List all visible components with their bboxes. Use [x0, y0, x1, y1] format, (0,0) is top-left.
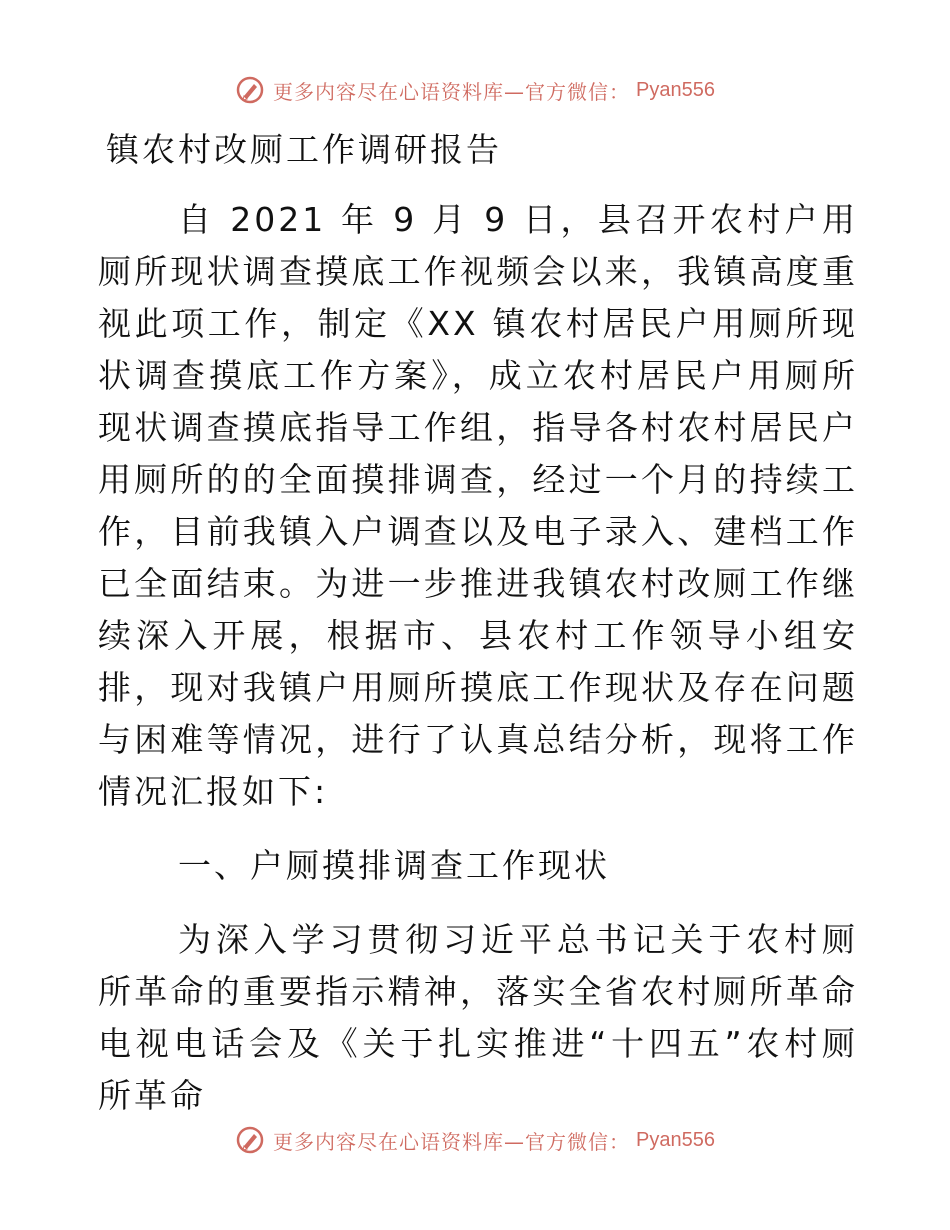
section-heading-1: 一、户厕摸排调查工作现状: [178, 846, 610, 885]
watermark-wechat-id: Pyan556: [636, 78, 715, 101]
watermark-footer: [0, 1120, 950, 1160]
document-body: [98, 194, 858, 1122]
watermark-text: 更多内容尽在心语资料库—官方微信：: [273, 79, 631, 104]
pen-logo-icon: [235, 1125, 265, 1155]
document-title: 镇农村改厕工作调研报告: [106, 130, 502, 169]
watermark-text: 更多内容尽在心语资料库—官方微信：: [273, 1129, 631, 1154]
pen-logo-icon: [235, 75, 265, 105]
paragraph-section-1: 为深入学习贯彻习近平总书记关于农村厕所革命的重要指示精神，落实全省农村厕所革命电视电话会及《关于扎实推进“十四五”农村厕所革命: [98, 920, 858, 1115]
paragraph-intro: 自 2021 年 9 月 9 日，县召开农村户用厕所现状调查摸底工作视频会以来，我镇高度重视此项工作，制定《XX 镇农村居民户用厕所现状调查摸底工作方案》，成立农村居民户用厕所现状调查摸底指导工作组，指导各村农村居民户用厕所的的全面摸排调查，经过一个月的持续工作，目前我镇入户调查以及电子录入、建档工作已全面结束。为进一步推进我镇农村改厕工作继续深入开展，根据市、县农村工作领导小组安排，现对我镇户用厕所摸底工作现状及存在问题与困难等情况，进行了认真总结分析，现将工作情况汇报如下:: [98, 200, 858, 811]
watermark-wechat-id: Pyan556: [636, 1128, 715, 1151]
watermark-header: [0, 70, 950, 110]
